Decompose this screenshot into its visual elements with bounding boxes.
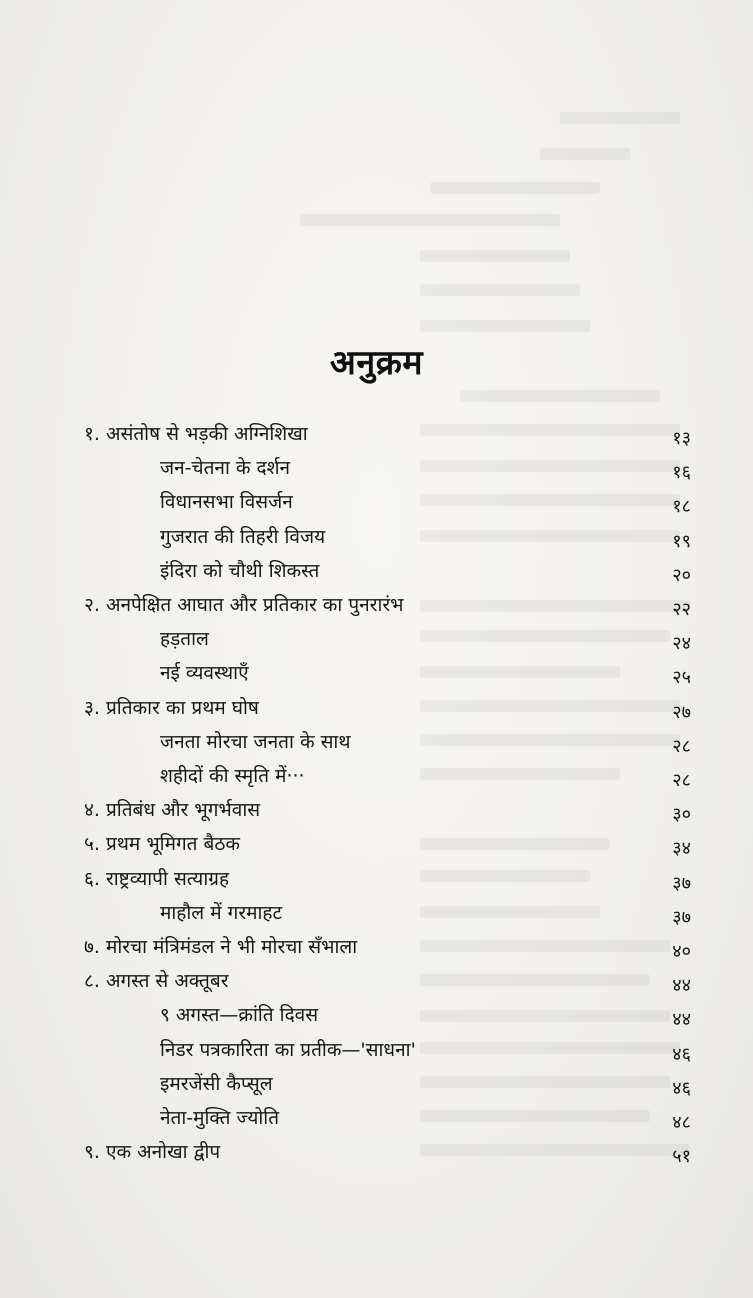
page-number: २० [672,564,691,586]
section-title: नेता-मुक्ति ज्योति [160,1107,280,1129]
toc-row [0,523,753,557]
page-number: ४६ [672,1043,691,1065]
section-title: निडर पत्रकारिता का प्रतीक—'साधना' [160,1038,416,1061]
section-title: नई व्यवस्थाएँ [160,662,249,685]
toc-row [0,625,753,659]
toc-row [0,967,753,1001]
chapter-title: ८. अगस्त से अक्तूबर [84,970,229,993]
toc-row [0,1104,753,1138]
page-number: १८ [672,496,691,518]
toc-row [0,865,753,899]
section-title: विधानसभा विसर्जन [160,491,293,514]
page-number: ४८ [672,1112,691,1133]
page-number: ५१ [672,1146,691,1168]
toc-row [0,420,753,454]
section-title: जन-चेतना के दर्शन [160,457,291,480]
page-number: ४६ [672,1077,691,1099]
section-title: इंदिरा को चौथी शिकस्त [160,559,320,582]
section-title: जनता मोरचा जनता के साथ [160,730,351,753]
section-title: ९ अगस्त—क्रांति दिवस [160,1004,319,1027]
toc-row [0,1070,753,1104]
page-number: २५ [672,667,691,689]
toc-row [0,762,753,796]
section-title: शहीदों की स्मृति में··· [160,765,305,787]
toc-row [0,1036,753,1070]
toc-row [0,728,753,762]
toc-row [0,488,753,522]
page-number: ३४ [672,838,691,860]
toc-row [0,1138,753,1172]
toc-row [0,796,753,830]
toc-row [0,454,753,488]
page-number: २८ [672,735,691,757]
chapter-title: २. अनपेक्षित आघात और प्रतिकार का पुनरारंभ [84,594,404,616]
toc-row [0,591,753,625]
section-title: इमरजेंसी कैप्सूल [160,1072,273,1095]
chapter-title: ७. मोरचा मंत्रिमंडल ने भी मोरचा सँभाला [84,936,358,958]
page-number: २७ [672,701,691,723]
page-number: २२ [672,599,691,620]
chapter-title: ४. प्रतिबंध और भूगर्भवास [84,799,261,822]
page-number: १९ [672,530,691,552]
section-title: गुजरात की तिहरी विजय [160,525,326,548]
page-number: १३ [672,428,691,449]
page-number: १६ [672,462,691,484]
toc-row [0,830,753,864]
page-number: ४४ [672,975,691,997]
page-number: ३७ [672,906,691,928]
chapter-title: ९. एक अनोखा द्वीप [84,1141,221,1164]
toc-row [0,694,753,728]
toc-row [0,659,753,693]
page-number: ४४ [672,1009,691,1031]
section-title: माहौल में गरमाहट [160,901,283,924]
toc-row [0,933,753,967]
section-title: हड़ताल [160,628,209,651]
page-number: ३७ [672,872,691,894]
page-number: ३० [672,804,691,826]
chapter-title: ५. प्रथम भूमिगत बैठक [84,833,240,856]
page-number: ४० [672,941,691,962]
page-number: २८ [672,770,691,791]
toc-row [0,899,753,933]
page-title: अनुक्रम [329,343,424,383]
toc-row [0,557,753,591]
page-number: २४ [672,633,691,655]
toc-row [0,1001,753,1035]
chapter-title: ६. राष्ट्रव्यापी सत्याग्रह [84,867,230,890]
chapter-title: ३. प्रतिकार का प्रथम घोष [84,696,259,719]
chapter-title: १. असंतोष से भड़की अग्निशिखा [84,423,308,445]
